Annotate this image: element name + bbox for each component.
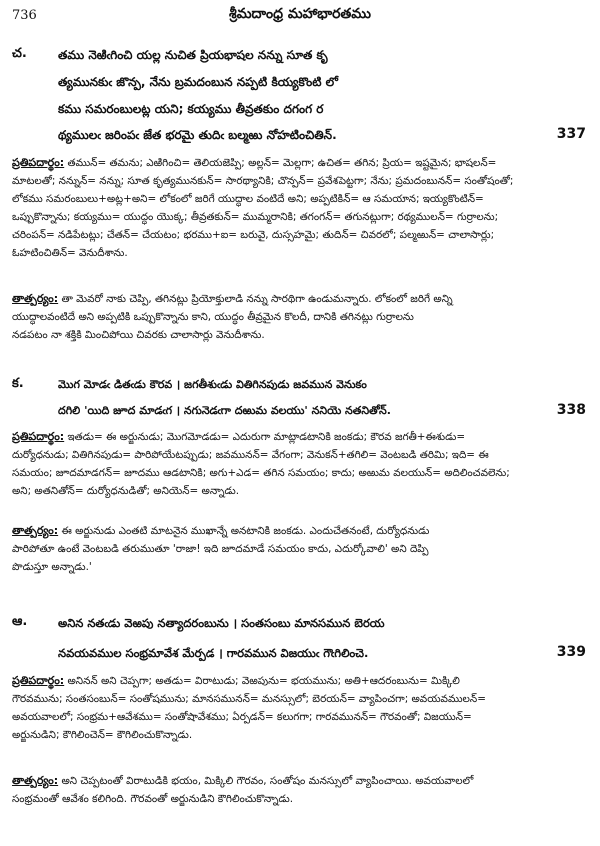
meaning-line: పారిపోతూ ఉంటే వెంటబడి తరుముతూ 'రాజా! ఇది జూదమాడే సమయం కాదు, ఎదుర్కోవాలి' అని దెప్పి xyxy=(12,543,429,555)
verse-line: త్యమునకుఁ జొన్ప, నేను బ్రమదంబున నప్పటి కియ్యకొంటి లో xyxy=(58,75,338,89)
gloss-line: గౌరవమును; సంతసంబున్= సంతోషమును; మానసమునన్= మనస్సులో; బెరయన్= వ్యాపించగా; అవయవములన్= xyxy=(12,693,486,705)
meaning-line: యుద్ధాలవంటిదే అని అప్పటికి ఒప్పుకొన్నాను కాని, యుద్ధం తీవ్రమైన కొలదీ, దానికి తగినట్లు గుర్రాలను xyxy=(12,311,414,323)
verse-number: 337 xyxy=(556,126,586,142)
verse-line: కము సమరంబులట్ల యని; కయ్యము తీవ్రతకుం దగంగ ర xyxy=(58,102,324,116)
gloss-line: అర్జునుడిని; కౌగిలించెన్= కౌగిలించుకొన్నాడు. xyxy=(12,729,193,741)
verse-line: దగిలి 'యిది జూద మాడఁగ । నగునెడఁగా దఱుమ వలయు' ననియె నతనితోన్. xyxy=(58,404,391,417)
meaning-text: ఈ అర్జునుడు ఎంతటి మాటనైన ముఖాన్నే అనటానికి జంకడు. ఎందుచేతనంటే, దుర్యోధనుడు xyxy=(61,525,430,537)
meaning-text: తా మెవరో నాకు చెప్పి, తగినట్లు ప్రియోక్తులాడి నన్ను సారథిగా ఉండుమన్నారు. లోకంలో జరిగే అన్ని xyxy=(61,293,453,305)
meaning-line: పొడుస్తూ అన్నాడు.' xyxy=(12,561,92,573)
gloss-line: దుర్యోధనుడు; వితిగినపుడు= పారిపోయేటప్పుడు; జవమునన్= వేగంగా; వెనుకన్+తగిలి= వెంటబడి తరిమి; ఇది= ఈ xyxy=(12,449,489,461)
verse-meter-marker: క. xyxy=(12,376,24,391)
meaning-line xyxy=(12,522,590,540)
gloss-line: మాటలతో; నన్నున్= నన్ను; సూత కృత్యమునకున్= సారథ్యానికి; చొన్పన్= ప్రవేశపెట్టగా; నేను; ప్రమదంబునన్= సంతోషంతో; xyxy=(12,175,514,187)
word-meaning-label: ప్రతిపదార్థం: xyxy=(12,430,65,443)
meaning-label: తాత్పర్యం: xyxy=(12,292,59,305)
verse-number: 338 xyxy=(556,402,586,418)
verse-line: అనిన నతఁడు వెఱపు నత్యాదరంబును । సంతసంబు మానసమున బెరయ xyxy=(58,616,385,630)
gloss-text: తమున్= తమను; ఎఱిగించి= తెలియజెప్పి; అల్లన్= మెల్లగా; ఉచిత= తగిన; ప్రియ= ఇష్టమైన; భాషలన్= xyxy=(67,157,497,169)
verse-number: 339 xyxy=(556,644,586,660)
gloss-line: అవయవాలలో; సంభ్రమ+ఆవేశము= సంతోషావేశము; ఏర్పడన్= కలుగగా; గారవమునన్= గౌరవంతో; విజయున్= xyxy=(12,711,472,723)
meaning-block xyxy=(12,290,590,344)
word-meaning-block xyxy=(12,672,590,744)
verse-line: థ్యములఁ జరింపఁ జేత భరమై తుదిఁ బల్మఱు నోహటించితిన్. xyxy=(58,128,337,142)
gloss-line: అని; అతనితోన్= దుర్యోధనుడితో; అనియెన్= అన్నాడు. xyxy=(12,485,240,497)
gloss-line xyxy=(12,672,590,690)
meaning-block xyxy=(12,522,590,576)
word-meaning-block xyxy=(12,154,590,262)
word-meaning-block xyxy=(12,428,590,500)
page-header xyxy=(0,6,600,28)
running-title: శ్రీమదాంధ్ర మహాభారతము xyxy=(229,6,371,22)
gloss-line xyxy=(12,154,590,172)
verse-meter-marker: చ. xyxy=(12,46,27,61)
gloss-text: అనినన్ అని చెప్పగా; అతడు= విరాటుడు; వెఱపును= భయమును; అతి+ఆదరంబును= మిక్కిలి xyxy=(67,675,460,687)
gloss-line: సమయం; జూదమాడగన్= జూదము ఆడటానికి; అగు+ఎడ= తగిన సమయం; కాదు; అఱుమ వలయున్= అదిలించవలెను; xyxy=(12,467,510,479)
meaning-label: తాత్పర్యం: xyxy=(12,774,59,787)
meaning-label: తాత్పర్యం: xyxy=(12,524,59,537)
meaning-text: అని చెప్పటంతో విరాటుడికి భయం, మిక్కిలి గౌరవం, సంతోషం మనస్సులో వ్యాపించాయి. అవయవాలలో xyxy=(61,775,474,787)
meaning-line xyxy=(12,290,590,308)
word-meaning-label: ప్రతిపదార్థం: xyxy=(12,156,65,169)
gloss-line: చరింపన్= నడిపేటట్లు; చేతన్= చేయటం; భరము+ఐ= బరువై, దుస్సహమై; తుదిన్= చివరలో; పల్మఱున్= చాలాసార్లు; xyxy=(12,229,495,241)
verse-line: నవయవముల సంభ్రమావేశ మేర్పడ । గారవమున విజయుఁ గౌఁగిలించె. xyxy=(58,646,369,660)
gloss-line: ఓహటించితిన్= వెనుదీశాను. xyxy=(12,247,128,259)
meaning-block xyxy=(12,772,590,808)
gloss-line: ఒప్పుకొన్నాను; కయ్యము= యుద్ధం యొక్క; తీవ్రతకున్= ముమ్మరానికి; తగంగన్= తగునట్లుగా; రథ్యములన్= గుర్రాలను; xyxy=(12,211,499,223)
meaning-line xyxy=(12,772,590,790)
meaning-line: సంభ్రమంతో ఆవేశం కలిగింది. గౌరవంతో అర్జునుడిని కౌగిలించుకొన్నాడు. xyxy=(12,793,294,805)
gloss-text: ఇతడు= ఈ అర్జునుడు; మొగమోడడు= ఎదురుగా మాట్లాడటానికి జంకడు; కౌరవ జగతీ+ఈశుడు= xyxy=(67,431,466,443)
verse-meter-marker: ఆ. xyxy=(12,614,28,629)
verse-line: తము నెఱిఁగించి యల్ల నుచిత ప్రియభాషల నన్ను సూత కృ xyxy=(58,48,328,62)
gloss-line: లోకము సమరంబులు+అట్ల+అని= లోకంలో జరిగే యుద్ధాల వంటిదే అని; అప్పటికిన్= ఆ సమయాన; ఇయ్యకొంటిన్= xyxy=(12,193,484,205)
gloss-line xyxy=(12,428,590,446)
meaning-line: నడపటం నా శక్తికి మించిపోయి చివరకు చాలాసార్లు వెనుదీశాను. xyxy=(12,329,265,341)
page-number: 736 xyxy=(12,8,37,23)
word-meaning-label: ప్రతిపదార్థం: xyxy=(12,674,65,687)
verse-line: మొగ మోడఁ డితఁడు కౌరవ । జగతీశుఁడు వితిగినపుడు జవమున వెనుకం xyxy=(58,378,367,391)
